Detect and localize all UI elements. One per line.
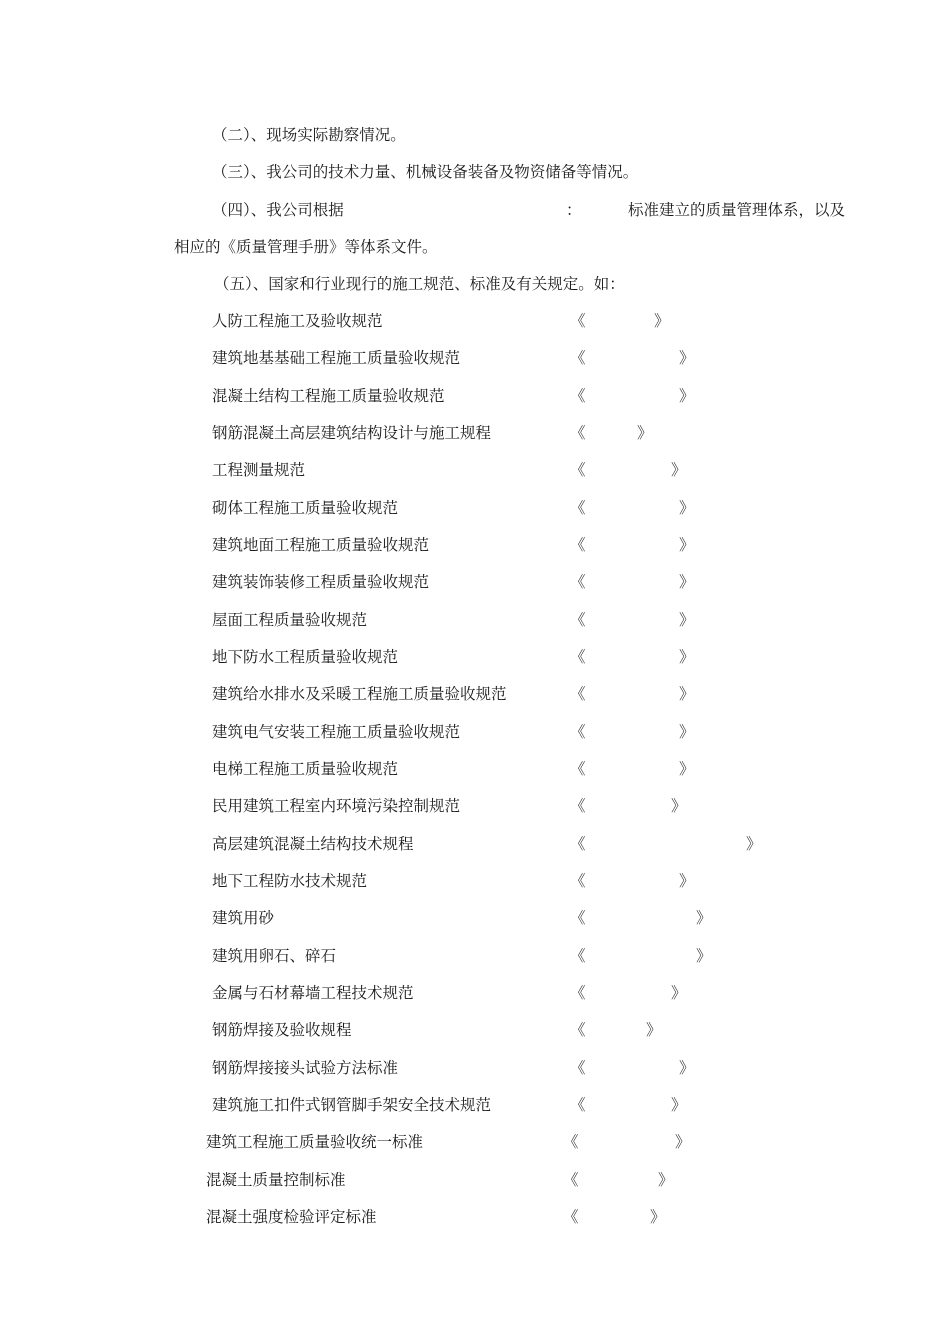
- close-bracket: 》: [671, 1096, 687, 1114]
- open-bracket: 《: [563, 1133, 579, 1151]
- paragraph-5: （五）、国家和行业现行的施工规范、标准及有关规定。如：: [214, 275, 625, 293]
- paragraph-4-colon: ：: [566, 201, 582, 219]
- close-bracket: 》: [671, 984, 687, 1002]
- open-bracket: 《: [570, 387, 586, 405]
- standard-name: 建筑装饰装修工程质量验收规范: [212, 573, 430, 591]
- close-bracket: 》: [650, 1208, 666, 1226]
- standard-row: [0, 1207, 950, 1229]
- standard-row: [0, 796, 950, 818]
- open-bracket: 《: [570, 573, 586, 591]
- open-bracket: 《: [570, 461, 586, 479]
- close-bracket: 》: [679, 760, 695, 778]
- close-bracket: 》: [671, 797, 687, 815]
- standard-name: 高层建筑混凝土结构技术规程: [212, 835, 414, 853]
- close-bracket: 》: [746, 835, 762, 853]
- open-bracket: 《: [563, 1171, 579, 1189]
- close-bracket: 》: [658, 1171, 674, 1189]
- standard-row: [0, 759, 950, 781]
- standard-row: [0, 1095, 950, 1117]
- standard-row: [0, 871, 950, 893]
- standard-row: [0, 423, 950, 445]
- standard-row: [0, 460, 950, 482]
- open-bracket: 《: [570, 312, 586, 330]
- standard-name: 钢筋焊接及验收规程: [212, 1021, 352, 1039]
- standard-row: [0, 1058, 950, 1080]
- close-bracket: 》: [646, 1021, 662, 1039]
- paragraph-4-start: （四）、我公司根据: [212, 201, 344, 219]
- standard-row: [0, 498, 950, 520]
- standard-name: 建筑用砂: [212, 909, 275, 927]
- standard-name: 建筑用卵石、碎石: [212, 947, 337, 965]
- close-bracket: 》: [679, 685, 695, 703]
- standard-name: 混凝土质量控制标准: [206, 1171, 346, 1189]
- standard-name: 电梯工程施工质量验收规范: [212, 760, 399, 778]
- standard-name: 钢筋焊接接头试验方法标准: [212, 1059, 399, 1077]
- open-bracket: 《: [570, 611, 586, 629]
- standard-row: [0, 572, 950, 594]
- standard-row: [0, 311, 950, 333]
- standard-row: [0, 535, 950, 557]
- standard-row: [0, 908, 950, 930]
- close-bracket: 》: [679, 573, 695, 591]
- open-bracket: 《: [570, 872, 586, 890]
- open-bracket: 《: [570, 909, 586, 927]
- close-bracket: 》: [679, 648, 695, 666]
- close-bracket: 》: [679, 536, 695, 554]
- close-bracket: 》: [637, 424, 653, 442]
- open-bracket: 《: [570, 1059, 586, 1077]
- open-bracket: 《: [570, 499, 586, 517]
- paragraph-3: （三）、我公司的技术力量、机械设备装备及物资储备等情况。: [212, 163, 639, 181]
- open-bracket: 《: [570, 1096, 586, 1114]
- standard-name: 民用建筑工程室内环境污染控制规范: [212, 797, 461, 815]
- close-bracket: 》: [679, 387, 695, 405]
- paragraph-2: （二）、现场实际勘察情况。: [212, 126, 406, 144]
- standard-row: [0, 1020, 950, 1042]
- standard-name: 金属与石材幕墙工程技术规范: [212, 984, 414, 1002]
- close-bracket: 》: [675, 1133, 691, 1151]
- open-bracket: 《: [570, 723, 586, 741]
- open-bracket: 《: [570, 685, 586, 703]
- open-bracket: 《: [570, 984, 586, 1002]
- close-bracket: 》: [654, 312, 670, 330]
- standard-row: [0, 348, 950, 370]
- open-bracket: 《: [570, 349, 586, 367]
- standard-name: 地下防水工程质量验收规范: [212, 648, 399, 666]
- open-bracket: 《: [570, 1021, 586, 1039]
- close-bracket: 》: [679, 499, 695, 517]
- open-bracket: 《: [570, 648, 586, 666]
- paragraph-4-end: 标准建立的质量管理体系，以及: [628, 201, 846, 219]
- standard-name: 混凝土强度检验评定标准: [206, 1208, 377, 1226]
- open-bracket: 《: [570, 424, 586, 442]
- standard-name: 砌体工程施工质量验收规范: [212, 499, 399, 517]
- standard-row: [0, 1132, 950, 1154]
- standard-row: [0, 610, 950, 632]
- standard-name: 建筑地基基础工程施工质量验收规范: [212, 349, 461, 367]
- close-bracket: 》: [679, 1059, 695, 1077]
- standard-name: 建筑电气安装工程施工质量验收规范: [212, 723, 461, 741]
- paragraph-4-line2: 相应的《质量管理手册》等体系文件。: [174, 238, 438, 256]
- standard-name: 钢筋混凝土高层建筑结构设计与施工规程: [212, 424, 492, 442]
- standard-row: [0, 834, 950, 856]
- standard-name: 地下工程防水技术规范: [212, 872, 368, 890]
- standard-name: 建筑施工扣件式钢管脚手架安全技术规范: [212, 1096, 492, 1114]
- open-bracket: 《: [570, 536, 586, 554]
- close-bracket: 》: [696, 947, 712, 965]
- open-bracket: 《: [570, 947, 586, 965]
- close-bracket: 》: [679, 611, 695, 629]
- standard-row: [0, 722, 950, 744]
- standard-name: 人防工程施工及验收规范: [212, 312, 383, 330]
- open-bracket: 《: [570, 797, 586, 815]
- close-bracket: 》: [679, 723, 695, 741]
- standard-row: [0, 647, 950, 669]
- open-bracket: 《: [563, 1208, 579, 1226]
- close-bracket: 》: [696, 909, 712, 927]
- standard-name: 建筑工程施工质量验收统一标准: [206, 1133, 424, 1151]
- standard-name: 混凝土结构工程施工质量验收规范: [212, 387, 445, 405]
- standard-name: 建筑地面工程施工质量验收规范: [212, 536, 430, 554]
- close-bracket: 》: [671, 461, 687, 479]
- standard-row: [0, 946, 950, 968]
- standard-name: 屋面工程质量验收规范: [212, 611, 368, 629]
- standard-name: 建筑给水排水及采暖工程施工质量验收规范: [212, 685, 507, 703]
- standard-row: [0, 684, 950, 706]
- standard-row: [0, 386, 950, 408]
- close-bracket: 》: [679, 349, 695, 367]
- standard-row: [0, 983, 950, 1005]
- close-bracket: 》: [679, 872, 695, 890]
- standard-name: 工程测量规范: [212, 461, 306, 479]
- open-bracket: 《: [570, 760, 586, 778]
- open-bracket: 《: [570, 835, 586, 853]
- standard-row: [0, 1170, 950, 1192]
